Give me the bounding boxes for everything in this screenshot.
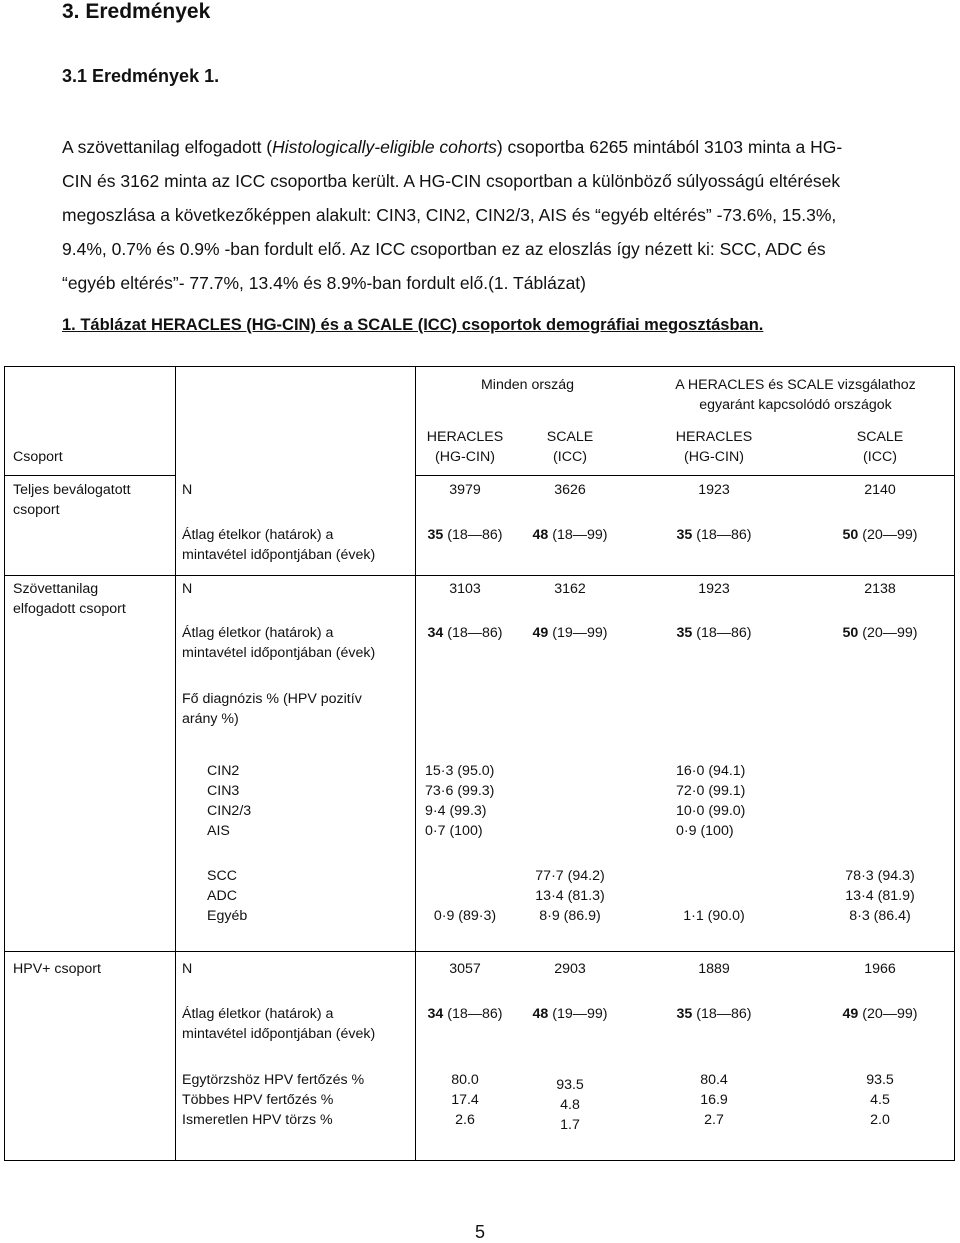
row-label-n: N (182, 581, 193, 597)
hpv-value: 17.4 (451, 1092, 479, 1108)
row-label-line: Fő diagnózis % (HPV pozitív (182, 691, 362, 707)
row-group-line: Teljes beválogatott (13, 482, 131, 498)
header-related-line-1: A HERACLES és SCALE vizsgálathoz (675, 377, 916, 393)
subsection-heading: 3.1 Eredmények 1. (62, 66, 220, 86)
age-cell (405, 623, 525, 643)
paragraph-line-2: CIN és 3162 minta az ICC csoportba került. A HG-CIN csoportban a különböző súlyosságú eltérések (62, 171, 841, 191)
icc-value: 13·4 (81.3) (535, 888, 605, 904)
age-mean: 35 (676, 1006, 693, 1022)
row-label-line: Átlag életkor (határok) a (182, 625, 334, 641)
row-label-line: arány %) (182, 711, 239, 727)
hpv-value: 2.6 (455, 1112, 475, 1128)
hpv-label: Egytörzshöz HPV fertőzés % (182, 1072, 365, 1088)
row-label-line: mintavétel időpontjában (évek) (182, 645, 376, 661)
row-label-line: Átlag életkor (határok) a (182, 1006, 334, 1022)
age-range: (20—99) (862, 1006, 918, 1022)
value-cell: 3103 (449, 581, 481, 597)
age-cell (405, 1004, 525, 1024)
value-cell: 2903 (554, 961, 586, 977)
age-cell (820, 623, 940, 643)
age-mean: 49 (842, 1006, 859, 1022)
value-cell: 1889 (698, 961, 730, 977)
cin-value: 0·7 (100) (425, 823, 483, 839)
age-mean: 50 (842, 527, 859, 543)
icc-scale-all (510, 866, 630, 926)
age-range: (18—86) (447, 625, 503, 641)
age-range: (20—99) (862, 625, 918, 641)
value-cell: 3057 (449, 961, 481, 977)
paragraph-line-3: megoszlása a következőképpen alakult: CIN3, CIN2, CIN2/3, AIS és “egyéb eltérés” -73.6%, 15.3%, (62, 205, 837, 225)
row-label-n: N (182, 482, 193, 498)
col-header-line: HERACLES (675, 429, 753, 445)
age-mean: 35 (427, 527, 444, 543)
icc-label: SCC (207, 868, 237, 884)
page-number: 5 (474, 1222, 485, 1242)
icc-value: 77·7 (94.2) (535, 868, 605, 884)
table-divider (415, 475, 954, 476)
header-related-line-2: egyaránt kapcsolódó országok (699, 397, 892, 413)
age-cell (405, 525, 525, 545)
age-cell (654, 1004, 774, 1024)
hpv-values-col2 (515, 1075, 625, 1135)
age-range: (18—99) (552, 527, 608, 543)
age-range: (18—86) (696, 625, 752, 641)
hpv-value: 2.0 (870, 1112, 890, 1128)
demographics-table (4, 366, 955, 1161)
value-cell: 2138 (864, 581, 896, 597)
col-header-heracles-all (410, 427, 520, 467)
icc-scale-related (820, 866, 940, 926)
hpv-value: 4.8 (560, 1097, 580, 1113)
age-mean: 35 (676, 527, 693, 543)
table-divider (5, 575, 954, 576)
row-label-age (182, 623, 375, 663)
row-label-n: N (182, 961, 193, 977)
row-group-histology (13, 579, 126, 619)
icc-heracles-related: 1·1 (90.0) (683, 908, 745, 924)
value-cell: 1966 (864, 961, 896, 977)
icc-label: ADC (207, 888, 237, 904)
hpv-value: 1.7 (560, 1117, 580, 1133)
row-label-diagnosis (182, 689, 362, 729)
hpv-value: 80.0 (451, 1072, 479, 1088)
icc-labels (207, 866, 247, 926)
icc-heracles-all: 0·9 (89·3) (433, 908, 497, 924)
hpv-value: 80.4 (700, 1072, 728, 1088)
row-group-hpv: HPV+ csoport (13, 961, 101, 977)
col-header-group: Csoport (13, 449, 63, 465)
paragraph-italic: Histologically-eligible cohorts (272, 137, 497, 157)
age-range: (19—99) (552, 1006, 608, 1022)
cin-value: 10·0 (99.0) (676, 803, 746, 819)
table-divider (5, 475, 175, 476)
age-range: (18—86) (696, 1006, 752, 1022)
age-cell (820, 525, 940, 545)
age-cell (654, 525, 774, 545)
paragraph-line-4: 9.4%, 0.7% és 0.9% -ban fordult elő. Az ICC csoportban ez az eloszlás így nézett ki: SCC, ADC és (62, 239, 826, 259)
table-divider (5, 951, 954, 952)
hpv-values-col3 (659, 1070, 769, 1130)
hpv-values-col4 (825, 1070, 935, 1130)
row-label-line: Átlag ételkor (határok) a (182, 527, 334, 543)
value-cell: 1923 (698, 482, 730, 498)
paragraph-line-1: A szövettanilag elfogadott (Histologically-eligible cohorts) csoportba 6265 mintából 3103 minta a HG- (62, 137, 843, 157)
cin-values-related (676, 761, 745, 841)
cin-label: CIN2/3 (207, 803, 252, 819)
age-range: (20—99) (862, 527, 918, 543)
age-mean: 34 (427, 625, 444, 641)
row-group-line: elfogadott csoport (13, 601, 126, 617)
results-paragraph (62, 130, 922, 300)
col-header-line: SCALE (546, 429, 594, 445)
value-cell: 1923 (698, 581, 730, 597)
row-label-line: mintavétel időpontjában (évek) (182, 547, 376, 563)
hpv-label: Többes HPV fertőzés % (182, 1092, 334, 1108)
hpv-label: Ismeretlen HPV törzs % (182, 1112, 333, 1128)
cin-value: 0·9 (100) (676, 823, 734, 839)
cin-label: AIS (207, 823, 230, 839)
age-mean: 34 (427, 1006, 444, 1022)
icc-label: Egyéb (207, 908, 248, 924)
age-mean: 48 (532, 1006, 549, 1022)
col-header-line: (HG-CIN) (684, 449, 744, 465)
age-mean: 35 (676, 625, 693, 641)
hpv-values-col1 (410, 1070, 520, 1130)
age-cell (654, 623, 774, 643)
row-group-total (13, 480, 131, 520)
row-label-line: mintavétel időpontjában (évek) (182, 1026, 376, 1042)
header-related-countries (635, 375, 956, 415)
hpv-value: 93.5 (556, 1077, 584, 1093)
cin-label: CIN2 (207, 763, 240, 779)
cin-value: 16·0 (94.1) (676, 763, 746, 779)
col-header-line: SCALE (856, 429, 904, 445)
hpv-value: 93.5 (866, 1072, 894, 1088)
col-header-heracles-rel (659, 427, 769, 467)
icc-value: 78·3 (94.3) (845, 868, 915, 884)
row-label-age (182, 1004, 375, 1044)
row-group-line: Szövettanilag (13, 581, 99, 597)
col-header-scale-all (515, 427, 625, 467)
cin-value: 73·6 (99.3) (425, 783, 495, 799)
table-caption: 1. Táblázat HERACLES (HG-CIN) és a SCALE (ICC) csoportok demográfiai megosztásban. (62, 316, 764, 334)
col-header-line: (HG-CIN) (435, 449, 495, 465)
col-header-scale-rel (825, 427, 935, 467)
age-cell (820, 1004, 940, 1024)
value-cell: 3626 (554, 482, 586, 498)
col-header-line: (ICC) (863, 449, 897, 465)
cin-value: 15·3 (95.0) (425, 763, 495, 779)
value-cell: 3162 (554, 581, 586, 597)
value-cell: 3979 (449, 482, 481, 498)
cin-label: CIN3 (207, 783, 240, 799)
age-cell (510, 623, 630, 643)
age-mean: 49 (532, 625, 549, 641)
age-mean: 48 (532, 527, 549, 543)
cin-labels (207, 761, 251, 841)
cin-values-all (425, 761, 494, 841)
cin-value: 9·4 (99.3) (425, 803, 487, 819)
age-mean: 50 (842, 625, 859, 641)
hpv-value: 16.9 (700, 1092, 728, 1108)
hpv-labels (182, 1070, 364, 1130)
age-range: (18—86) (696, 527, 752, 543)
age-cell (510, 1004, 630, 1024)
icc-value: 8·3 (86.4) (849, 908, 911, 924)
hpv-value: 2.7 (704, 1112, 724, 1128)
row-group-line: csoport (13, 502, 60, 518)
section-heading: 3. Eredmények (62, 0, 211, 23)
age-range: (19—99) (552, 625, 608, 641)
row-label-age (182, 525, 375, 565)
paragraph-line-5: “egyéb eltérés”- 77.7%, 13.4% és 8.9%-ban fordult elő.(1. Táblázat) (62, 273, 586, 293)
icc-value: 8·9 (86.9) (539, 908, 601, 924)
col-header-line: (ICC) (553, 449, 587, 465)
hpv-value: 4.5 (870, 1092, 890, 1108)
table-divider (175, 367, 176, 1160)
icc-value: 13·4 (81.9) (845, 888, 915, 904)
cin-value: 72·0 (99.1) (676, 783, 746, 799)
col-header-line: HERACLES (426, 429, 504, 445)
header-all-countries: Minden ország (480, 377, 575, 393)
age-range: (18—86) (447, 1006, 503, 1022)
age-cell (510, 525, 630, 545)
value-cell: 2140 (864, 482, 896, 498)
age-range: (18—86) (447, 527, 503, 543)
